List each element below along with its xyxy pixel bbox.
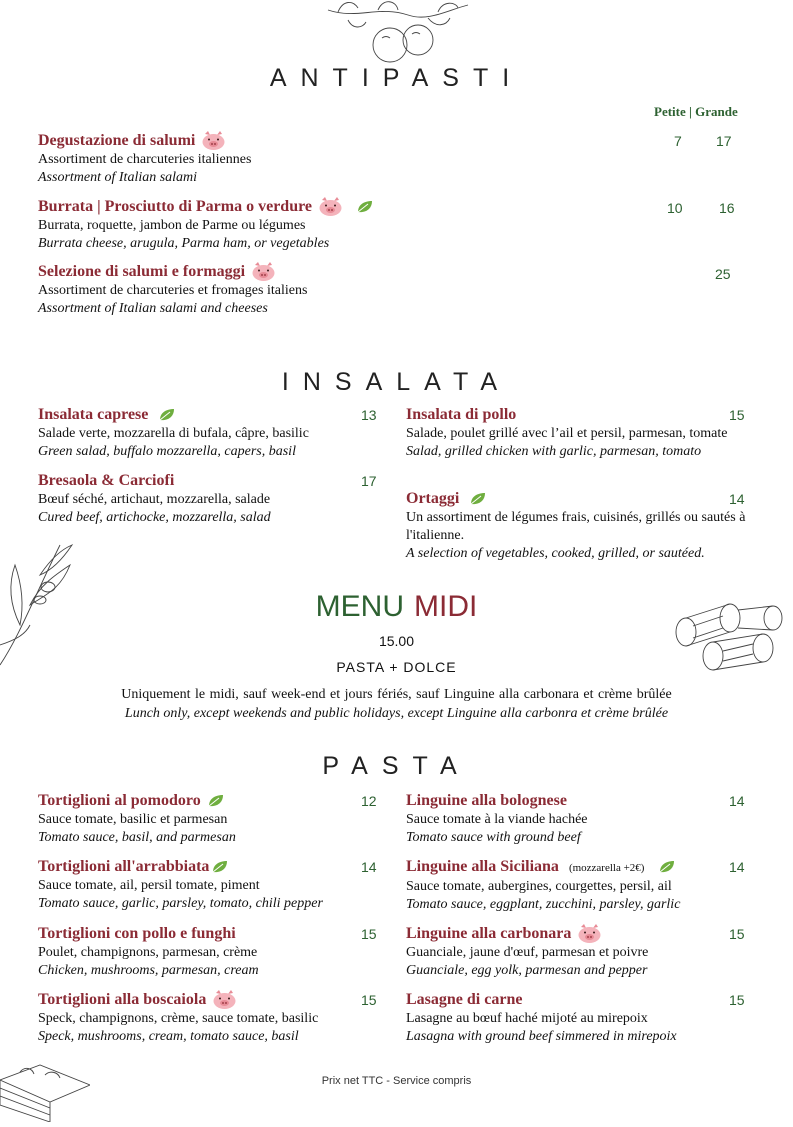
dish-name: Ortaggi — [406, 490, 460, 507]
dish-desc-fr: Salade, poulet grillé avec l’ail et persil, parmesan, tomate — [406, 426, 728, 441]
dish-desc-en: Burrata cheese, arugula, Parma ham, or vegetables — [38, 236, 330, 252]
price-grande: 17 — [716, 133, 732, 149]
insalata-item — [406, 405, 746, 461]
dish-desc-fr: Burrata, roquette, jambon de Parme ou légumes — [38, 218, 306, 234]
dish-desc-en: Tomato sauce with ground beef — [406, 830, 581, 845]
menu-midi-note-en: Lunch only, except weekends and public holidays, except Linguine alla carbonra et crème brûlée — [124, 706, 669, 721]
menu-midi-price: 15.00 — [378, 633, 415, 649]
dish-name: Tortiglioni con pollo e funghi — [38, 925, 236, 942]
dish-name: Burrata | Prosciutto di Parma o verdure — [38, 198, 312, 215]
dish-desc-en: Cured beef, artichocke, mozzarella, salad — [38, 510, 271, 525]
insalata-item — [406, 489, 751, 563]
dish-price: 14 — [729, 793, 745, 809]
dish-desc-fr: Sauce tomate, ail, persil tomate, piment — [38, 878, 260, 893]
menu-midi-title — [0, 590, 793, 624]
dish-price: 14 — [729, 859, 745, 875]
dish-desc-en: Speck, mushrooms, cream, tomato sauce, basil — [38, 1029, 299, 1045]
pasta-item — [406, 791, 746, 847]
footer-note: Prix net TTC - Service compris — [321, 1075, 472, 1087]
dish-price: 14 — [361, 859, 377, 875]
dish-price: 12 — [361, 793, 377, 809]
dish-price: 14 — [729, 491, 745, 507]
dish-desc-fr: Bœuf séché, artichaut, mozzarella, salade — [38, 492, 271, 507]
menu-title-part2: MIDI — [414, 590, 478, 623]
dish-name: Linguine alla Siciliana — [406, 858, 559, 875]
dish-desc-en: Tomato sauce, garlic, parsley, tomato, chili pepper — [38, 896, 323, 911]
price-grande: 16 — [719, 200, 735, 216]
dish-name: Linguine alla carbonara — [406, 925, 572, 942]
vegetarian-leaf-icon — [356, 200, 374, 214]
dish-desc-fr: Guanciale, jaune d'œuf, parmesan et poivre — [406, 945, 649, 961]
vegetarian-leaf-icon — [211, 860, 229, 874]
antipasti-item — [38, 197, 638, 253]
dish-desc-en: Lasagna with ground beef simmered in mirepoix — [406, 1029, 677, 1044]
pasta-item — [406, 857, 746, 914]
dish-note: (mozzarella +2€) — [568, 862, 645, 874]
dish-desc-en: Chicken, mushrooms, parmesan, cream — [38, 963, 259, 978]
vegetarian-leaf-icon — [658, 860, 676, 874]
antipasti-item — [38, 262, 618, 318]
vegetarian-leaf-icon — [158, 408, 176, 422]
dish-desc-fr: Salade verte, mozzarella di bufala, câpre, basilic — [38, 426, 309, 441]
lasagna-illustration — [0, 1050, 90, 1127]
pasta-item — [38, 791, 378, 847]
dish-desc-fr: Un assortiment de légumes frais, cuisinés, grillés ou sautés à l'italienne. — [406, 510, 746, 543]
dish-desc-fr: Assortiment de charcuteries et fromages italiens — [38, 283, 308, 299]
dish-desc-fr: Poulet, champignons, parmesan, crème — [38, 945, 258, 960]
pasta-item — [406, 924, 746, 980]
dish-price: 13 — [361, 407, 377, 423]
menu-title-part1: MENU — [315, 590, 404, 623]
dish-name: Tortiglioni al pomodoro — [38, 792, 201, 809]
dish-price: 15 — [729, 407, 745, 423]
dish-desc-en: Green salad, buffalo mozzarella, capers, basil — [38, 444, 296, 459]
pasta-item — [38, 924, 378, 980]
dish-name: Linguine alla bolognese — [406, 792, 567, 809]
dish-desc-fr: Sauce tomate, aubergines, courgettes, persil, ail — [406, 879, 672, 894]
pasta-title: PASTA — [322, 752, 471, 780]
dish-price: 15 — [361, 992, 377, 1008]
dish-desc-en: Tomato sauce, eggplant, zucchini, parsley, garlic — [406, 897, 681, 912]
pasta-item — [406, 990, 746, 1046]
dish-name: Tortiglioni all'arrabbiata — [38, 858, 210, 875]
dish-desc-fr: Sauce tomate à la viande hachée — [406, 812, 588, 827]
pork-icon — [318, 197, 344, 217]
dish-name: Lasagne di carne — [406, 991, 523, 1008]
pork-icon — [201, 131, 227, 151]
pasta-item — [38, 857, 378, 913]
dish-desc-en: A selection of vegetables, cooked, grilled, or sautéed. — [406, 546, 705, 561]
dish-desc-en: Guanciale, egg yolk, parmesan and pepper — [406, 963, 648, 979]
dish-desc-fr: Assortiment de charcuteries italiennes — [38, 152, 252, 168]
menu-midi-subtitle: PASTA + DOLCE — [336, 659, 457, 675]
dish-name: Insalata caprese — [38, 406, 149, 423]
insalata-item — [38, 405, 378, 461]
dish-price: 15 — [729, 992, 745, 1008]
antipasti-item — [38, 131, 618, 187]
vegetarian-leaf-icon — [207, 794, 225, 808]
dish-price: 15 — [361, 926, 377, 942]
menu-midi-note-fr: Uniquement le midi, sauf week-end et jours fériés, sauf Linguine alla carbonara et crème brûlée — [121, 687, 672, 702]
insalata-title: INSALATA — [281, 368, 512, 396]
dish-desc-en: Assortment of Italian salami and cheeses — [38, 301, 268, 317]
price-petite: 7 — [674, 133, 682, 149]
price-petite: 10 — [667, 200, 683, 216]
pork-icon — [251, 262, 277, 282]
antipasti-title: ANTIPASTI — [269, 64, 524, 92]
dish-name: Tortiglioni alla boscaiola — [38, 991, 207, 1008]
vegetarian-leaf-icon — [469, 492, 487, 506]
size-header: Petite | Grande — [654, 104, 738, 119]
dish-price: 15 — [729, 926, 745, 942]
dish-name: Bresaola & Carciofi — [38, 472, 175, 489]
pork-icon — [577, 924, 603, 944]
pork-icon — [212, 990, 238, 1010]
dish-desc-en: Assortment of Italian salami — [38, 170, 198, 186]
pasta-item — [38, 990, 378, 1046]
dish-desc-fr: Speck, champignons, crème, sauce tomate, basilic — [38, 1011, 319, 1027]
dish-name: Insalata di pollo — [406, 406, 517, 423]
dish-name: Degustazione di salumi — [38, 132, 196, 149]
dish-name: Selezione di salumi e formaggi — [38, 263, 246, 280]
dish-price: 17 — [361, 473, 377, 489]
dish-desc-en: Salad, grilled chicken with garlic, parmesan, tomato — [406, 444, 702, 459]
dish-desc-en: Tomato sauce, basil, and parmesan — [38, 830, 236, 845]
dish-desc-fr: Sauce tomate, basilic et parmesan — [38, 812, 228, 827]
dish-desc-fr: Lasagne au bœuf haché mijoté au mirepoix — [406, 1011, 648, 1026]
insalata-item — [38, 471, 378, 527]
price-grande: 25 — [715, 266, 731, 282]
